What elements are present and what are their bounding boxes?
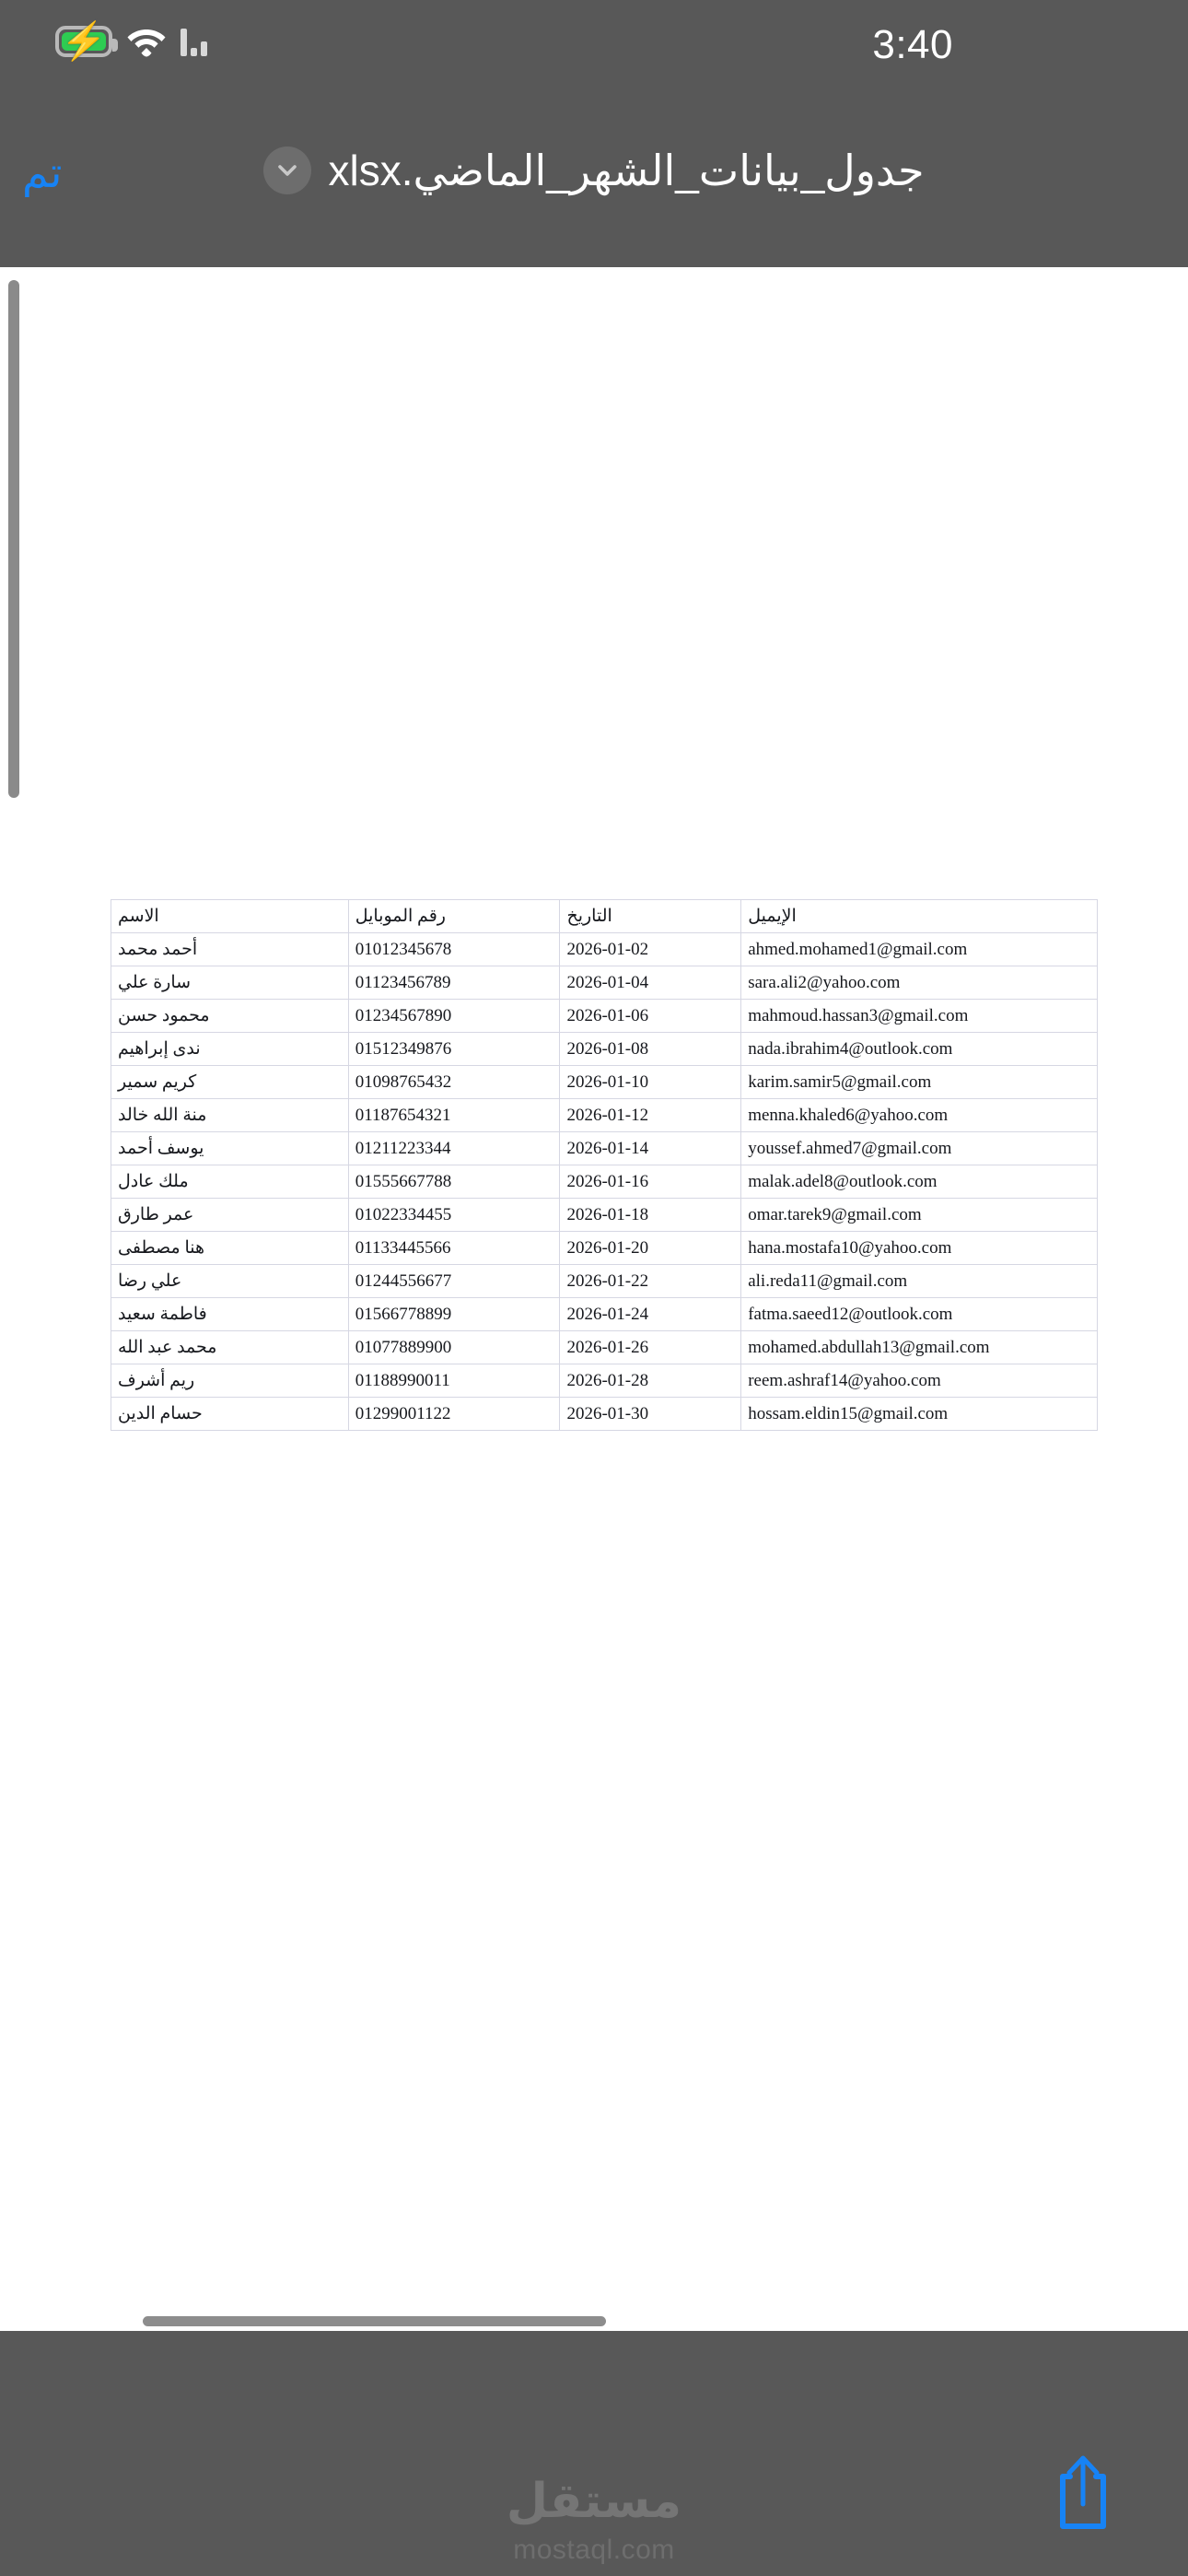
table-row [111, 1398, 1098, 1431]
watermark-url-text: mostaql.com [513, 2535, 675, 2565]
cell-name: محمود حسن [111, 1000, 349, 1033]
signal-bar-2 [191, 48, 197, 56]
cell-email: hana.mostafa10@yahoo.com [741, 1232, 1098, 1265]
cell-date: 2026-01-16 [560, 1165, 741, 1199]
cell-date: 2026-01-14 [560, 1132, 741, 1165]
status-bar [0, 0, 1188, 101]
cell-date: 2026-01-26 [560, 1331, 741, 1364]
cell-date: 2026-01-24 [560, 1298, 741, 1331]
battery-charging-icon [55, 21, 112, 62]
top-chrome [0, 0, 1188, 267]
cell-name: ريم أشرف [111, 1364, 349, 1398]
cell-mobile: 01187654321 [348, 1099, 560, 1132]
cell-name: حسام الدين [111, 1398, 349, 1431]
table-row [111, 1298, 1098, 1331]
file-title-group[interactable] [0, 146, 1188, 195]
cell-mobile: 01512349876 [348, 1033, 560, 1066]
cell-mobile: 01188990011 [348, 1364, 560, 1398]
column-header-email: الإيميل [741, 900, 1098, 933]
cell-date: 2026-01-10 [560, 1066, 741, 1099]
cell-date: 2026-01-18 [560, 1199, 741, 1232]
cell-mobile: 01098765432 [348, 1066, 560, 1099]
cell-mobile: 01299001122 [348, 1398, 560, 1431]
cell-email: mohamed.abdullah13@gmail.com [741, 1331, 1098, 1364]
cell-name: علي رضا [111, 1265, 349, 1298]
table-row [111, 1364, 1098, 1398]
cell-name: هنا مصطفى [111, 1232, 349, 1265]
cell-date: 2026-01-12 [560, 1099, 741, 1132]
signal-bar-1 [181, 29, 187, 56]
cellular-signal-icon [181, 27, 207, 56]
cell-name: سارة علي [111, 966, 349, 1000]
spreadsheet-table [111, 899, 1098, 1431]
status-bar-icons [55, 21, 207, 62]
table-row [111, 1199, 1098, 1232]
cell-mobile: 01234567890 [348, 1000, 560, 1033]
table-row [111, 1000, 1098, 1033]
file-name-label: جدول_بيانات_الشهر_الماضي.xlsx [328, 146, 925, 194]
cell-mobile: 01211223344 [348, 1132, 560, 1165]
cell-date: 2026-01-04 [560, 966, 741, 1000]
column-header-name: الاسم [111, 900, 349, 933]
cell-email: mahmoud.hassan3@gmail.com [741, 1000, 1098, 1033]
cell-email: reem.ashraf14@yahoo.com [741, 1364, 1098, 1398]
cell-date: 2026-01-02 [560, 933, 741, 966]
cell-email: ahmed.mohamed1@gmail.com [741, 933, 1098, 966]
cell-date: 2026-01-06 [560, 1000, 741, 1033]
cell-email: menna.khaled6@yahoo.com [741, 1099, 1098, 1132]
cell-mobile: 01077889900 [348, 1331, 560, 1364]
cell-date: 2026-01-08 [560, 1033, 741, 1066]
cell-email: ali.reda11@gmail.com [741, 1265, 1098, 1298]
done-button[interactable]: تم [22, 148, 63, 196]
column-header-date: التاريخ [560, 900, 741, 933]
cell-name: محمد عبد الله [111, 1331, 349, 1364]
navigation-bar [0, 101, 1188, 267]
table-row [111, 1232, 1098, 1265]
cell-email: sara.ali2@yahoo.com [741, 966, 1098, 1000]
cell-email: fatma.saeed12@outlook.com [741, 1298, 1098, 1331]
table-row [111, 1132, 1098, 1165]
cell-date: 2026-01-22 [560, 1265, 741, 1298]
cell-name: يوسف أحمد [111, 1132, 349, 1165]
charging-bolt-icon: ⚡ [61, 21, 107, 62]
watermark [0, 2474, 1188, 2566]
cell-email: hossam.eldin15@gmail.com [741, 1398, 1098, 1431]
table-row [111, 1165, 1098, 1199]
bottom-toolbar [0, 2331, 1188, 2576]
table-body [111, 933, 1098, 1431]
cell-name: عمر طارق [111, 1199, 349, 1232]
cell-mobile: 01566778899 [348, 1298, 560, 1331]
table-header-row [111, 900, 1098, 933]
table-row [111, 1033, 1098, 1066]
wifi-icon [127, 26, 166, 57]
table-row [111, 966, 1098, 1000]
cell-date: 2026-01-30 [560, 1398, 741, 1431]
cell-email: karim.samir5@gmail.com [741, 1066, 1098, 1099]
cell-mobile: 01244556677 [348, 1265, 560, 1298]
table-row [111, 933, 1098, 966]
cell-name: فاطمة سعيد [111, 1298, 349, 1331]
cell-name: منة الله خالد [111, 1099, 349, 1132]
cell-name: ندى إبراهيم [111, 1033, 349, 1066]
cell-mobile: 01123456789 [348, 966, 560, 1000]
cell-name: أحمد محمد [111, 933, 349, 966]
table-row [111, 1331, 1098, 1364]
cell-date: 2026-01-20 [560, 1232, 741, 1265]
table-row [111, 1066, 1098, 1099]
cell-mobile: 01022334455 [348, 1199, 560, 1232]
cell-email: omar.tarek9@gmail.com [741, 1199, 1098, 1232]
cell-email: nada.ibrahim4@outlook.com [741, 1033, 1098, 1066]
document-preview-area[interactable] [0, 267, 1188, 2331]
chevron-down-icon[interactable] [263, 146, 311, 194]
cell-mobile: 01012345678 [348, 933, 560, 966]
column-header-mobile: رقم الموبايل [348, 900, 560, 933]
watermark-logo-text: مستقل [506, 2474, 682, 2529]
status-bar-clock: 3:40 [872, 22, 953, 67]
cell-mobile: 01555667788 [348, 1165, 560, 1199]
horizontal-scrollbar[interactable] [143, 2316, 606, 2326]
vertical-scrollbar[interactable] [8, 280, 19, 798]
table-row [111, 1099, 1098, 1132]
cell-name: ملك عادل [111, 1165, 349, 1199]
cell-date: 2026-01-28 [560, 1364, 741, 1398]
cell-mobile: 01133445566 [348, 1232, 560, 1265]
cell-email: malak.adel8@outlook.com [741, 1165, 1098, 1199]
cell-name: كريم سمير [111, 1066, 349, 1099]
table-row [111, 1265, 1098, 1298]
signal-bar-3 [201, 41, 207, 56]
cell-email: youssef.ahmed7@gmail.com [741, 1132, 1098, 1165]
